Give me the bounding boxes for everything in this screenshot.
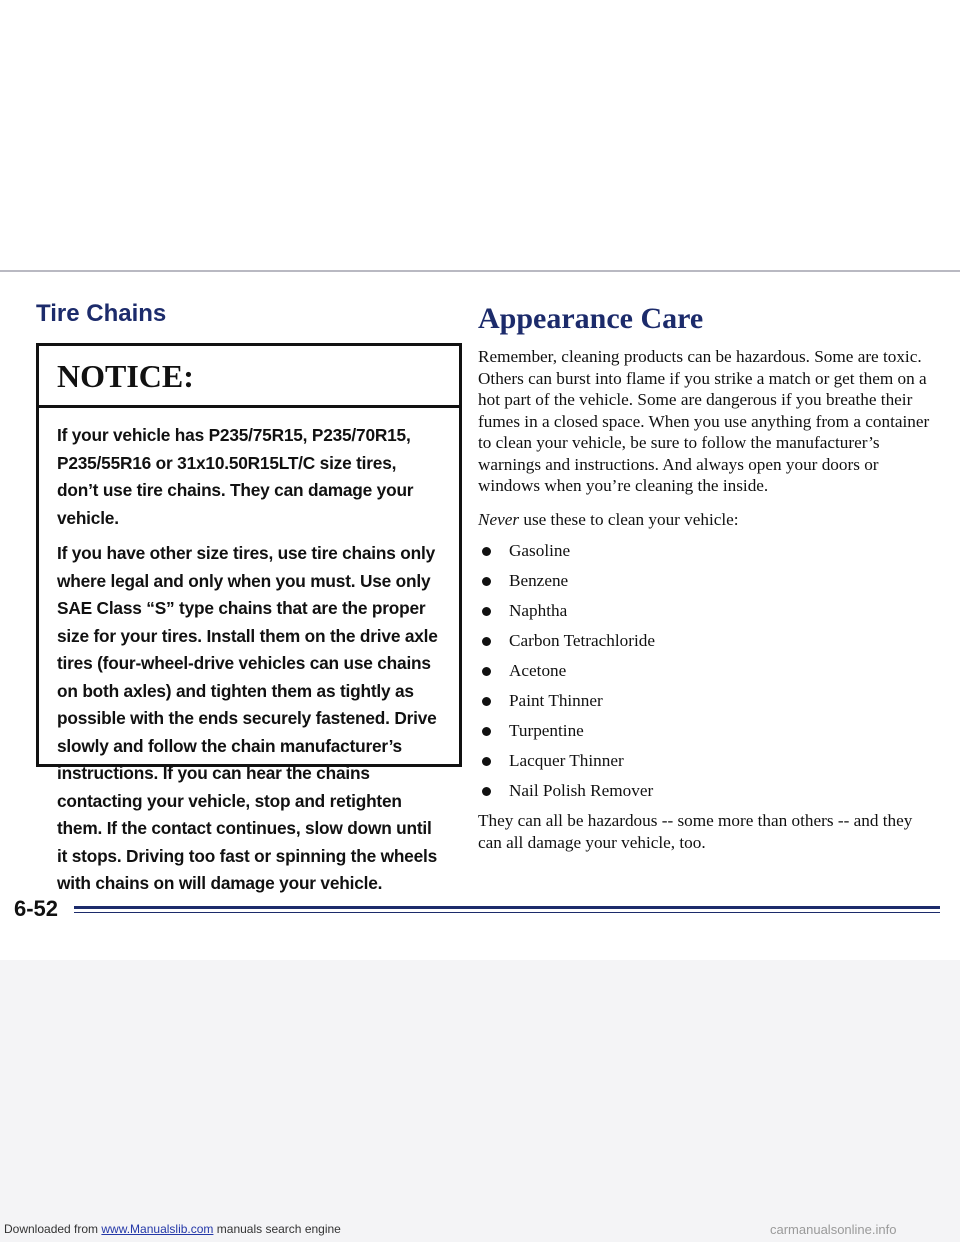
notice-box: [36, 343, 462, 893]
bullet-icon: [482, 787, 491, 796]
list-item: [478, 716, 940, 746]
never-rest: use these to clean your vehicle:: [519, 509, 739, 529]
list-item-label: Nail Polish Remover: [509, 781, 654, 800]
list-item-label: Lacquer Thinner: [509, 751, 624, 770]
tire-chains-heading: Tire Chains: [36, 300, 167, 327]
bottom-margin: [0, 960, 960, 1242]
appearance-care-heading: Appearance Care: [478, 302, 704, 335]
notice-paragraph: If your vehicle has P235/75R15, P235/70R15, P235/55R16 or 31x10.50R15LT/C size tires, don’t use tire chains. They can damage your vehicle.: [57, 425, 414, 528]
list-item-label: Benzene: [509, 571, 569, 590]
cleaning-hazard-list: [478, 536, 940, 806]
watermark-suffix: manuals search engine: [213, 1222, 341, 1236]
appearance-care-section: [478, 346, 940, 853]
list-item: [478, 686, 940, 716]
site-watermark: carmanualsonline.info: [770, 1222, 897, 1237]
closing-paragraph: They can all be hazardous -- some more than others -- and they can all damage your vehicle, too.: [478, 811, 913, 852]
watermark-prefix: Downloaded from: [4, 1222, 102, 1236]
bullet-icon: [482, 667, 491, 676]
list-item-label: Naphtha: [509, 601, 568, 620]
list-item-label: Turpentine: [509, 721, 584, 740]
list-item: [478, 536, 940, 566]
never-line: [478, 509, 940, 531]
bullet-icon: [482, 757, 491, 766]
notice-body: [39, 408, 459, 898]
list-item-label: Carbon Tetrachloride: [509, 631, 655, 650]
footer-rule: [74, 906, 940, 909]
list-item: [478, 776, 940, 806]
bullet-icon: [482, 637, 491, 646]
bullet-icon: [482, 547, 491, 556]
intro-paragraph: Remember, cleaning products can be hazardous. Some are toxic. Others can burst into flame if you strike a match or get them on a hot part of the vehicle. Some are dangerous if you breathe their fumes in a closed space. When you use anything from a container to clean your vehicle, be sure to follow the manufacturer’s warnings and instructions. And always open your doors or windows when you’re cleaning the inside.: [478, 347, 930, 495]
bullet-icon: [482, 727, 491, 736]
list-item-label: Paint Thinner: [509, 691, 603, 710]
notice-heading: NOTICE:: [39, 346, 459, 408]
list-item: [478, 656, 940, 686]
list-item-label: Acetone: [509, 661, 567, 680]
manualslib-link[interactable]: www.Manualslib.com: [101, 1222, 214, 1236]
download-watermark: [4, 1222, 341, 1236]
top-divider: [0, 270, 960, 272]
list-item: [478, 596, 940, 626]
list-item: [478, 566, 940, 596]
never-word: Never: [478, 509, 520, 529]
bullet-icon: [482, 577, 491, 586]
list-item: [478, 746, 940, 776]
bullet-icon: [482, 697, 491, 706]
bullet-icon: [482, 607, 491, 616]
footer-rule-thin: [74, 912, 940, 913]
page-number: 6-52: [14, 896, 59, 921]
list-item: [478, 626, 940, 656]
notice-paragraph: If you have other size tires, use tire chains only where legal and only when you must. Use only SAE Class “S” type chains that are the proper size for your tires. Install them on the drive axle tires (four-wheel-drive vehicles can use chains on both axles) and tighten them as tightly as possible with the ends securely fastened. Drive slowly and follow the chain manufacturer’s instructions. If you can hear the chains contacting your vehicle, stop and retighten them. If the contact continues, slow down until it stops. Driving too fast or spinning the wheels with chains on will damage your vehicle.: [57, 543, 438, 893]
list-item-label: Gasoline: [509, 541, 571, 560]
